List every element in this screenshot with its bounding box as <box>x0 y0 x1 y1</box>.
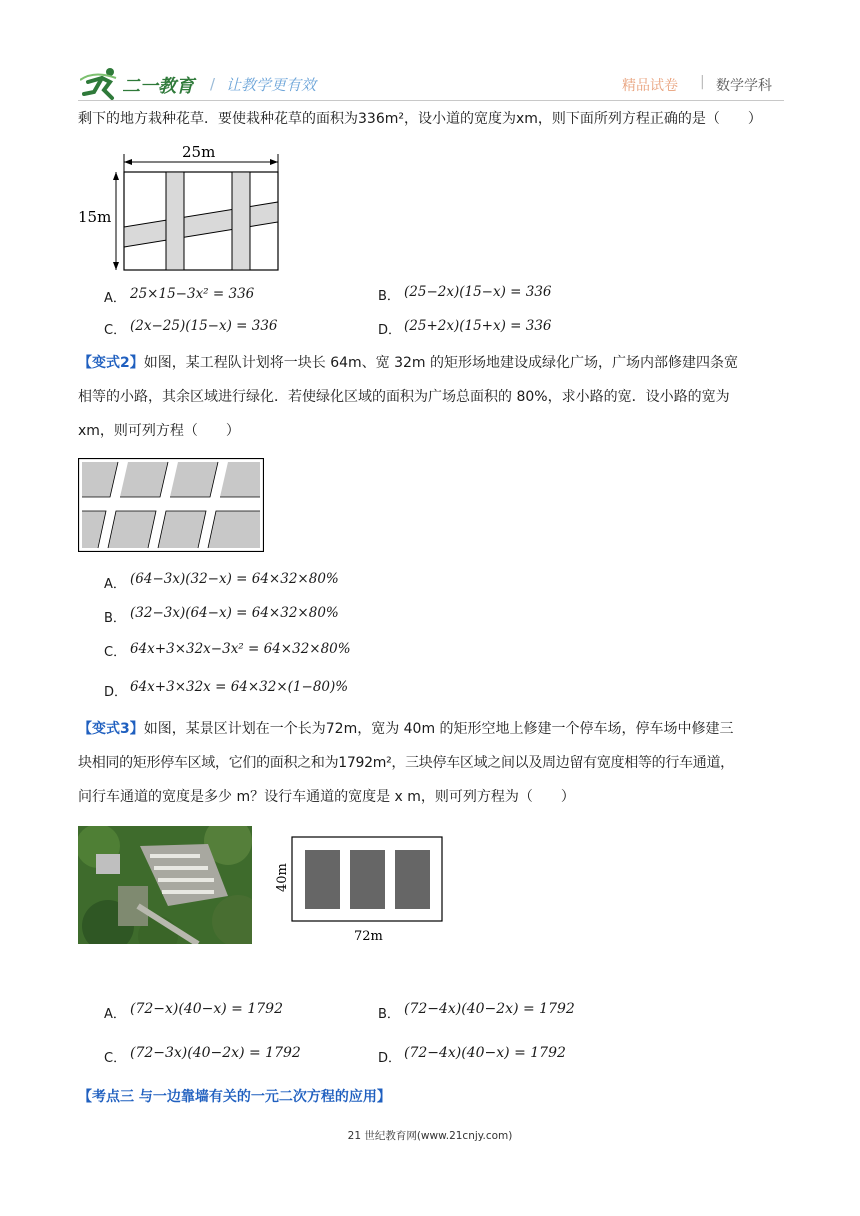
q1-option-c-letter[interactable]: C． <box>104 323 127 338</box>
q2-line3: xm，则可列方程（ ） <box>78 423 240 439</box>
q3-option-b-expr: (72−4x)(40−2x) = 1792 <box>404 1001 575 1017</box>
q3-line1 <box>78 718 734 740</box>
q3-option-c-expr: (72−3x)(40−2x) = 1792 <box>130 1045 301 1061</box>
q3-option-b-letter[interactable]: B． <box>378 1007 400 1022</box>
parking-area-1 <box>305 850 340 909</box>
q2-option-c-expr: 64x+3×32x−3x² = 64×32×80% <box>130 641 351 657</box>
q1-option-a-letter[interactable]: A． <box>104 291 126 306</box>
q2-option-b-letter[interactable]: B． <box>104 611 126 626</box>
header-right-label: 精品试卷 <box>622 78 678 94</box>
q2-figure <box>78 458 264 552</box>
q3-option-a-expr: (72−x)(40−x) = 1792 <box>130 1001 283 1017</box>
parking-area-2 <box>350 850 385 909</box>
logo-runner-icon <box>80 66 124 100</box>
parking-area-3 <box>395 850 430 909</box>
q3-text-1: 如图，某景区计划在一个长为72m，宽为 40m 的矩形空地上修建一个停车场，停车场中修建三 <box>143 721 734 737</box>
header-right-separator: | <box>700 74 705 90</box>
q3-option-c-letter[interactable]: C． <box>104 1051 127 1066</box>
header-subject: 数学学科 <box>716 78 772 94</box>
q1-option-b-expr: (25−2x)(15−x) = 336 <box>404 284 552 300</box>
q1-option-d-expr: (25+2x)(15+x) = 336 <box>404 318 552 334</box>
q3-line3: 问行车通道的宽度是多少 m？设行车通道的宽度是 x m，则可列方程为（ ） <box>78 789 575 805</box>
q3-option-a-letter[interactable]: A． <box>104 1007 126 1022</box>
q3-height-label: 40m <box>275 863 290 892</box>
q2-option-a-letter[interactable]: A． <box>104 577 126 592</box>
q3-option-d-letter[interactable]: D． <box>378 1051 402 1066</box>
q3-line2: 块相同的矩形停车区域，它们的面积之和为1792m²，三块停车区域之间以及周边留有宽度相等的行车通道， <box>78 755 734 771</box>
q1-stem: 剩下的地方栽种花草．要使栽种花草的面积为336m²，设小道的宽度为xm，则下面所列方程正确的是（ ） <box>78 111 762 127</box>
q2-text-1: 如图，某工程队计划将一块长 64m、宽 32m 的矩形场地建设成绿化广场，广场内部修建四条宽 <box>143 355 739 371</box>
q1-option-d-letter[interactable]: D． <box>378 323 402 338</box>
q1-width-label: 25m <box>182 143 216 161</box>
q2-option-c-letter[interactable]: C． <box>104 645 127 660</box>
q3-width-label: 72m <box>354 929 383 944</box>
q2-option-b-expr: (32−3x)(64−x) = 64×32×80% <box>130 605 339 621</box>
q3-option-d-expr: (72−4x)(40−x) = 1792 <box>404 1045 566 1061</box>
q2-option-a-expr: (64−3x)(32−x) = 64×32×80% <box>130 571 339 587</box>
q1-height-label: 15m <box>78 208 112 226</box>
header-separator: / <box>210 75 216 93</box>
q3-figure <box>270 830 446 946</box>
header-slogan: 让教学更有效 <box>226 76 317 94</box>
q1-figure <box>78 140 284 274</box>
q2-option-d-expr: 64x+3×32x = 64×32×(1−80)% <box>130 679 349 695</box>
q2-line2: 相等的小路，其余区域进行绿化．若使绿化区域的面积为广场总面积的 80%，求小路的宽．设小路的宽为 <box>78 389 730 405</box>
q1-option-a-expr: 25×15−3x² = 336 <box>130 286 255 302</box>
logo-text: 二一教育 <box>122 76 194 97</box>
header-rule <box>78 100 784 101</box>
q3-tag: 【变式3】 <box>78 721 144 737</box>
page-header <box>0 0 860 110</box>
page-footer[interactable]: 21 世纪教育网(www.21cnjy.com) <box>347 1130 513 1142</box>
q2-option-d-letter[interactable]: D． <box>104 685 128 700</box>
q2-tag: 【变式2】 <box>78 355 144 371</box>
q2-line1 <box>78 352 738 374</box>
q1-option-c-expr: (2x−25)(15−x) = 336 <box>130 318 278 334</box>
q3-aerial-photo <box>78 826 252 944</box>
q1-option-b-letter[interactable]: B． <box>378 289 400 304</box>
section3-title: 【考点三 与一边靠墙有关的一元二次方程的应用】 <box>78 1089 391 1105</box>
